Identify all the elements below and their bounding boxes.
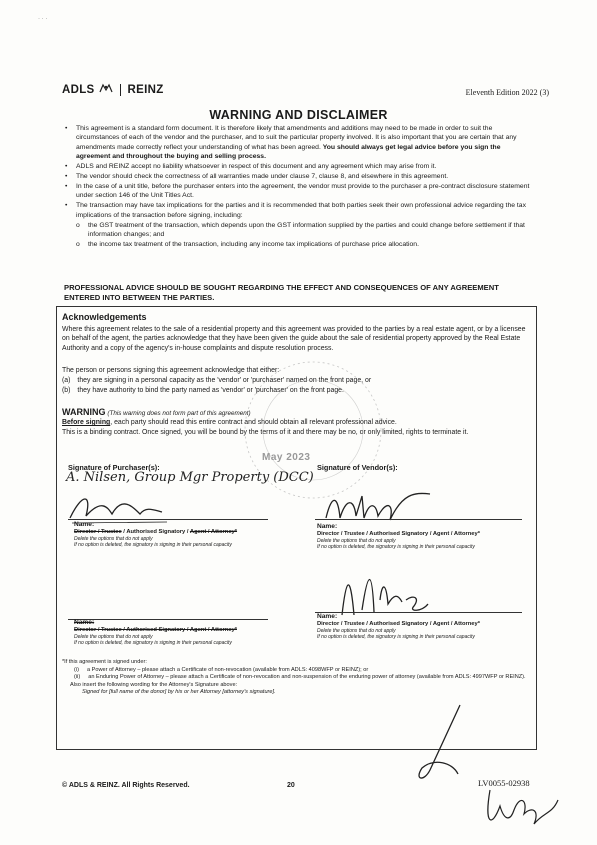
acknowledgements-heading: Acknowledgements [62, 312, 147, 322]
capacity-item: (b) they have authority to bind the party named as 'vendor' or 'purchaser' on the front page. [62, 387, 344, 395]
bullet-item: • The vendor should check the correctness of all warranties made under clause 7, clause 8, and elsewhere in this agreement. [64, 172, 530, 181]
vendor-capacity-block-2: Name: Director / Trustee / Authorised Signatory / Agent / Attorney* Delete the options that do not apply If no option is deleted, the signatory is signing in their personal capacity [317, 613, 480, 640]
acknowledgements-paragraph: Where this agreement relates to the sale of a residential property and this agreement was provided to the parties by a real estate agent, or by a licensee on behalf of the agent, the parties acknowledge that they have been given the guide about the sale of residential property approved by the Real Estate Authority and a copy of the agency's in-house complaints and dispute resolution process. [62, 326, 526, 352]
bullet-item: • ADLS and REINZ accept no liability whatsoever in respect of this document and any agreement which may arise from it. [64, 162, 530, 171]
purchaser-capacity-block-2: Name: Director / Trustee / Authorised Signatory / Agent / Attorney* Delete the options that do not apply If no option is deleted, the signatory is signing in their personal capacity [74, 619, 237, 646]
binding-contract-text: This is a binding contract. Once signed, you will be bound by the terms of it and there may be no, or only limited, rights to terminate it. [62, 428, 469, 436]
capacity-item: (a) they are signing in a personal capacity as the 'vendor' or 'purchaser' named on the front page, or [62, 377, 372, 385]
adls-wordmark: ADLS [62, 84, 95, 96]
warning-block: WARNING (This warning does not form part of this agreement) Before signing, each party should read this entire contract and should obtain all relevant professional advice. This is a binding contract. Once signed, you will be bound by the terms of it and there may be no, or only limited, rights to terminate it. [62, 408, 532, 437]
purchaser-signature-line [68, 519, 268, 520]
bullet-item: • This agreement is a standard form document. It is therefore likely that amendments and additions may need to be made in order to suit the circumstances of each of the vendor and the purchaser, and to suit the particular property involved. It is also important that you are certain that any amendments made correctly reflect your understanding of what has been agreed. You should always get legal advice before you sign the agreement and throughout the buying and selling process. [64, 124, 530, 162]
sub-bullet-item: o the GST treatment of the transaction, which depends upon the GST information supplied by the parties and could change before settlement if that information changes; and [64, 221, 530, 240]
adls-emblem-icon [99, 84, 113, 96]
document-reference: LV0055-02938 [478, 778, 530, 788]
before-signing: Before signing [62, 419, 111, 427]
bullet-item: • In the case of a unit title, before the purchaser enters into the agreement, the vendor must provide to the purchaser a pre-contract disclosure statement under section 146 of the Unit Titles Act. [64, 182, 530, 201]
page-number: 20 [287, 782, 295, 789]
purchaser-capacity-block-1: Name: Director / Trustee / Authorised Signatory / Agent / Attorney* Delete the options that do not apply If no option is deleted, the signatory is signing in their personal capacity [74, 521, 238, 548]
attorney-notes: *If this agreement is signed under: (i) a Power of Attorney – please attach a Certificate of non-revocation (available from ADLS: 4098WFP or REINZ); or (ii) an Enduring Power of Attorney – please attach a Certificate of non-revocation and non-suspension of the enduring power of attorney (available from ADLS: 4997WFP or REINZ). Also insert the following wording for the Attorney's Signature above: Signed for [full name of the donor] by his or her Attorney [attorney's signature]. [62, 659, 526, 696]
legal-advice-emphasis: You should always get legal advice before you sign the agreement and throughout the buying and selling process. [76, 143, 501, 161]
warning-note: (This warning does not form part of this agreement) [107, 410, 251, 417]
stamp-date: May 2023 [262, 452, 311, 463]
capacity-intro: The person or persons signing this agreement acknowledge that either: [62, 367, 280, 374]
warning-word: WARNING [62, 407, 106, 417]
scan-marks: · · · [38, 16, 48, 22]
sub-bullet-item: o the income tax treatment of the transaction, including any income tax implications of purchase price allocation. [64, 240, 530, 249]
reinz-wordmark: REINZ [127, 84, 164, 96]
purchaser-signature-label: Signature of Purchaser(s): [68, 463, 160, 472]
bullet-item: • The transaction may have tax implications for the parties and it is recommended that both parties seek their own professional advice regarding the tax implications of the transaction before signing, including: [64, 201, 530, 220]
margin-signature-scribble [400, 700, 480, 795]
vendor-signature-line-2 [315, 612, 522, 613]
handwritten-purchaser-name: A. Nilsen, Group Mgr Property (DCC) [66, 470, 314, 485]
warning-bullets [64, 124, 530, 250]
footer-copyright: © ADLS & REINZ. All Rights Reserved. [62, 782, 190, 789]
edition-label: Eleventh Edition 2022 (3) [465, 88, 549, 97]
vendor-capacity-block-1: Name: Director / Trustee / Authorised Signatory / Agent / Attorney* Delete the options that do not apply If no option is deleted, the signatory is signing in their personal capacity [317, 523, 480, 550]
page-title: WARNING AND DISCLAIMER [209, 108, 388, 122]
logo-divider [120, 84, 121, 96]
vendor-signature-label: Signature of Vendor(s): [317, 463, 398, 472]
vendor-signature-line [315, 519, 522, 520]
professional-advice-notice: PROFESSIONAL ADVICE SHOULD BE SOUGHT REGARDING THE EFFECT AND CONSEQUENCES OF ANY AGREEMENT ENTERED INTO BETWEEN THE PARTIES. [64, 283, 499, 302]
brand-logo [62, 84, 164, 96]
